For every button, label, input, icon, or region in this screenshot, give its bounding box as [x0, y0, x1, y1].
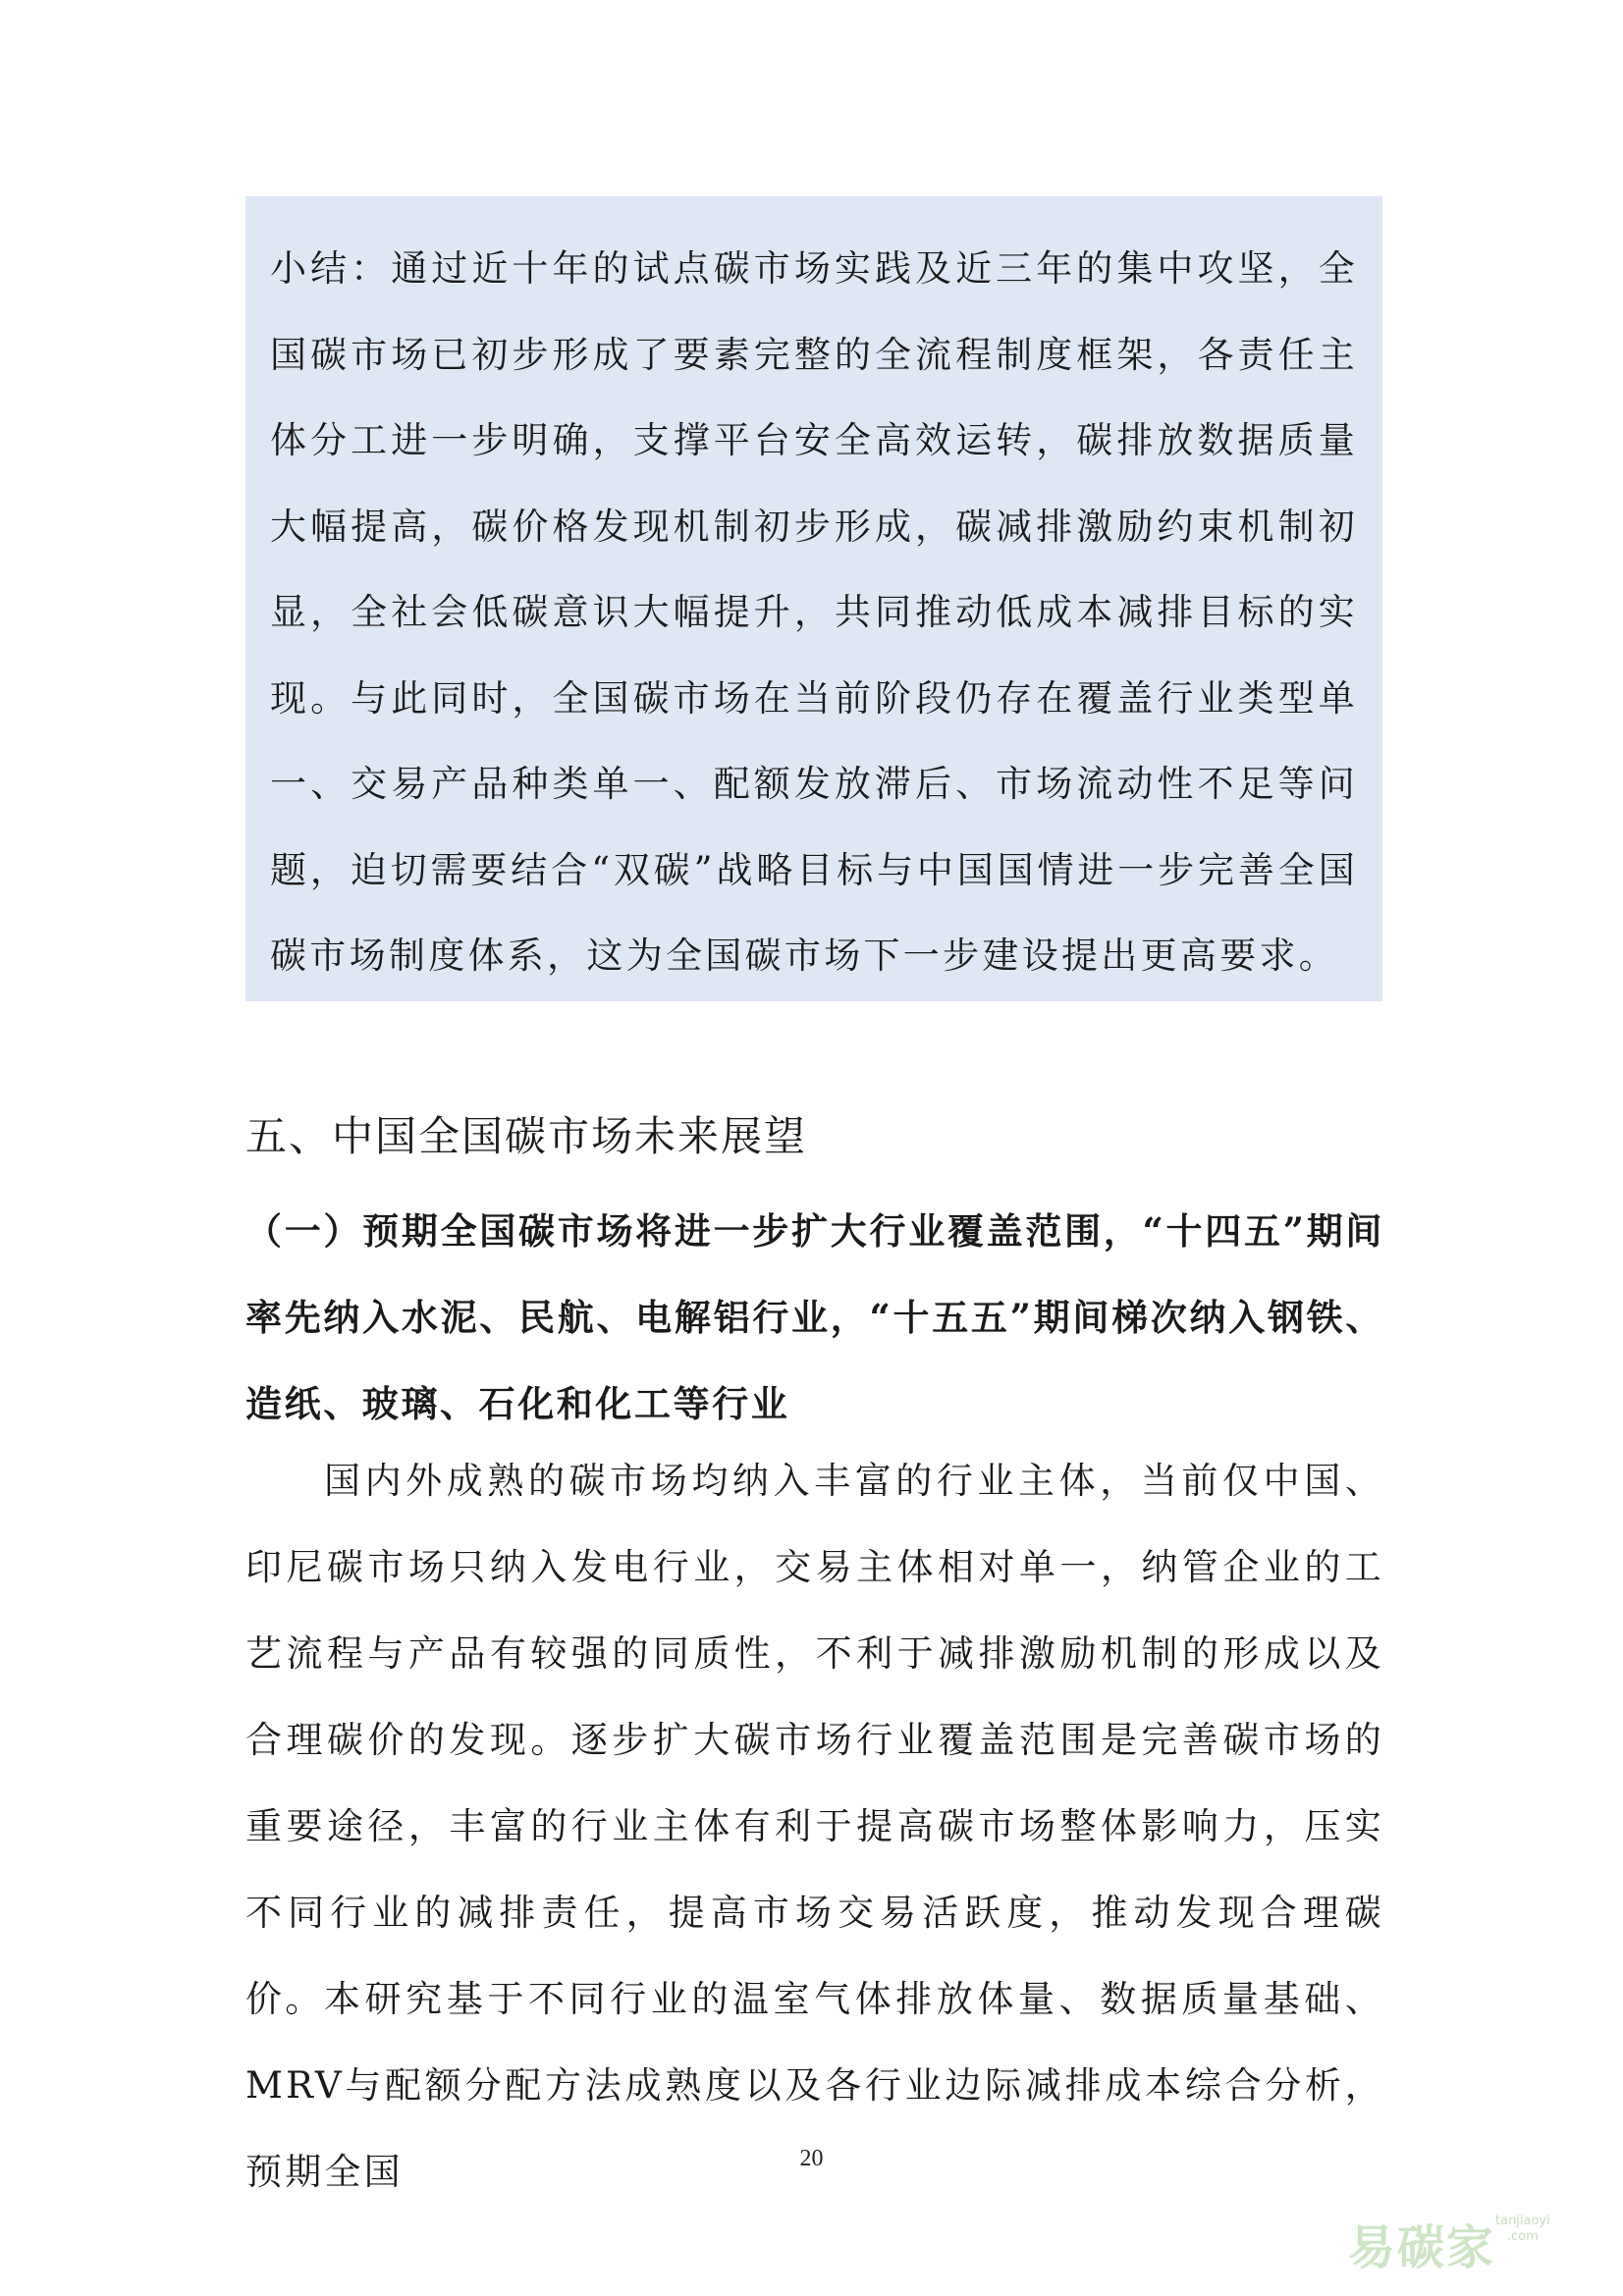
- body-paragraph-2: 本研究基于不同行业的温室气体排放体量、数据质量基础、MRV与配额分配方法成熟度以及各行业边际减排成本综合分析，预期全国: [245, 1978, 1384, 2193]
- sub-heading: （一）预期全国碳市场将进一步扩大行业覆盖范围，“十四五”期间率先纳入水泥、民航、电解铝行业，“十五五”期间梯次纳入钢铁、造纸、玻璃、石化和化工等行业: [245, 1209, 1384, 1425]
- page-number: 20: [799, 2146, 824, 2171]
- watermark-domain-name: tanjiaoyi: [1495, 2214, 1550, 2228]
- watermark-domain-suffix: .com: [1506, 2229, 1539, 2244]
- watermark-text: 易碳家: [1348, 2220, 1496, 2275]
- watermark-domain: [1495, 2214, 1550, 2245]
- watermark-logo: [1348, 2204, 1564, 2276]
- body-paragraph-1: 国内外成熟的碳市场均纳入丰富的行业主体，当前仅中国、印尼碳市场只纳入发电行业，交易主体相对单一，纳管企业的工艺流程与产品有较强的同质性，不利于减排激励机制的形成以及合理碳价的发现。逐步扩大碳市场行业覆盖范围是完善碳市场的重要途径，丰富的行业主体有利于提高碳市场整体影响力，压实不同行业的减排责任，提高市场交易活跃度，推动发现合理碳价。: [245, 1460, 1384, 2020]
- section-heading: 五、中国全国碳市场未来展望: [245, 1112, 808, 1160]
- summary-text: 小结：通过近十年的试点碳市场实践及近三年的集中攻坚，全国碳市场已初步形成了要素完整的全流程制度框架，各责任主体分工进一步明确，支撑平台安全高效运转，碳排放数据质量大幅提高，碳价格发现机制初步形成，碳减排激励约束机制初显，全社会低碳意识大幅提升，共同推动低成本减排目标的实现。与此同时，全国碳市场在当前阶段仍存在覆盖行业类型单一、交易产品种类单一、配额发放滞后、市场流动性不足等问题，迫切需要结合“双碳”战略目标与中国国情进一步完善全国碳市场制度体系，这为全国碳市场下一步建设提出更高要求。: [270, 247, 1358, 977]
- summary-box: [245, 196, 1382, 1001]
